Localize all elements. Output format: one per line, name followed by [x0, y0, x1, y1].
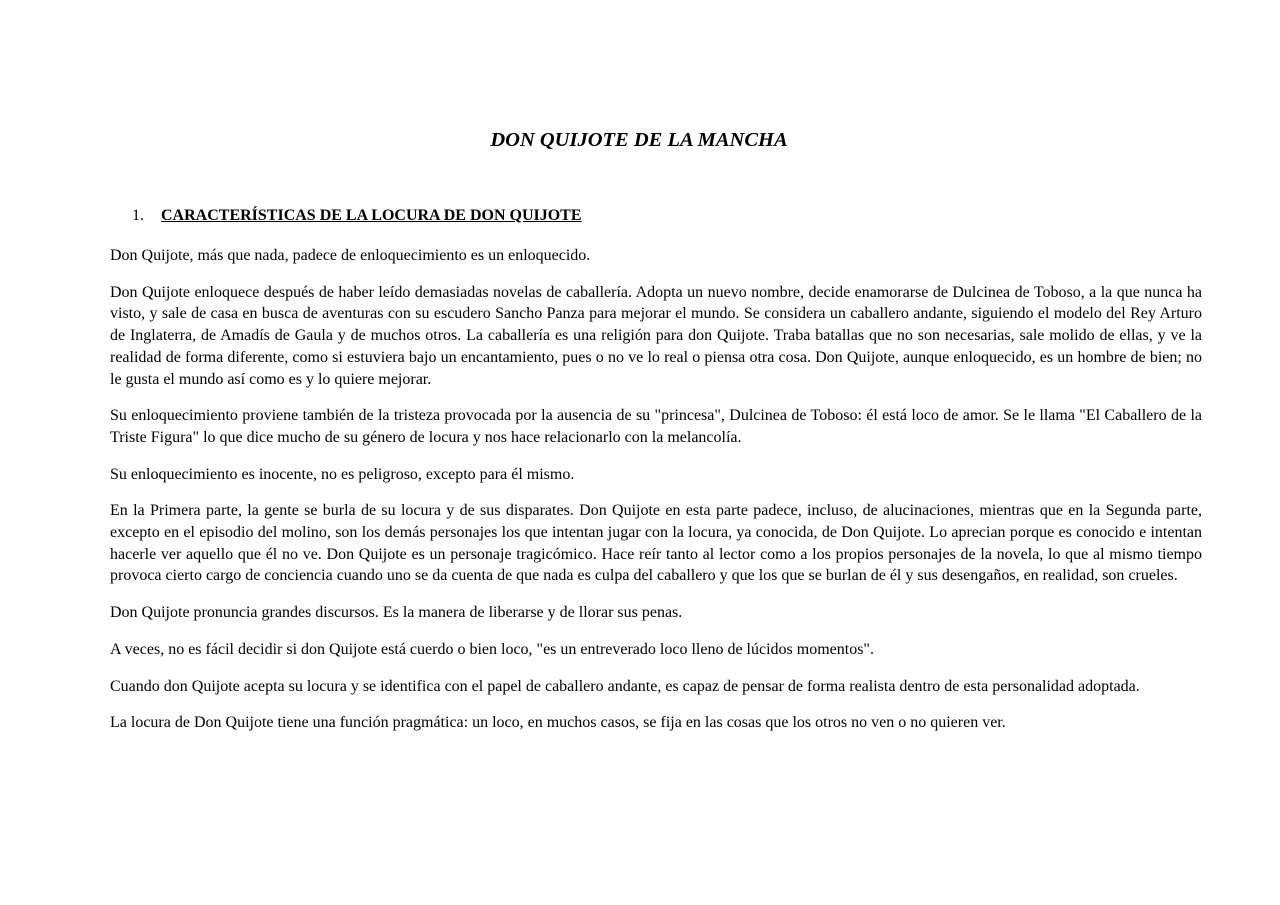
section-heading-text: CARACTERÍSTICAS DE LA LOCURA DE DON QUIJOTE — [161, 207, 582, 224]
paragraph: Su enloquecimiento es inocente, no es peligroso, excepto para él mismo. — [110, 465, 575, 483]
paragraph: Don Quijote enloquece después de haber leído demasiadas novelas de caballería. Adopta un nuevo nombre, decide enamorarse de Dulcinea de Toboso, a la que nunca ha visto, y sale de casa en busca de aventuras con su escudero Sancho Panza para mejorar el mundo. Se considera un caballero andante, siguiendo el modelo del Rey Arturo de Inglaterra, de Amadís de Gaula y de muchos otros. La caballería es una religión para don Quijote. Traba batallas que no son necesarias, sale molido de ellas, y ve la realidad de forma diferente, como si estuviera bajo un encantamiento, pues o no ve lo real o piensa otra cosa. Don Quijote, aunque enloquecido, es un hombre de bien; no le gusta el mundo así como es y lo quiere mejorar. — [110, 283, 1202, 388]
document-title: DON QUIJOTE DE LA MANCHA — [490, 129, 788, 151]
paragraph: Don Quijote pronuncia grandes discursos. Es la manera de liberarse y de llorar sus penas. — [110, 604, 683, 622]
paragraph: Don Quijote, más que nada, padece de enloquecimiento es un enloquecido. — [110, 247, 591, 264]
paragraph: Cuando don Quijote acepta su locura y se identifica con el papel de caballero andante, es capaz de pensar de forma realista dentro de esta personalidad adoptada. — [110, 677, 1140, 695]
paragraph: En la Primera parte, la gente se burla de su locura y de sus disparates. Don Quijote en esta parte padece, incluso, de alucinaciones, mientras que en la Segunda parte, excepto en el episodio del molino, son los demás personajes los que intentan jugar con la locura, ya conocida, de Don Quijote. Lo aprecian porque es conocido e intentan hacerle ver aquello que él no ve. Don Quijote es un personaje tragicómico. Hace reír tanto al lector como a los propios personajes de la novela, lo que al mismo tiempo provoca cierto cargo de conciencia cuando uno se da cuenta de que nada es culpa del caballero y que los que se burlan de él y sus desengaños, en realidad, son crueles. — [110, 502, 1202, 585]
body-text — [110, 245, 1202, 749]
section-number: 1. — [132, 207, 144, 224]
section-heading — [132, 205, 582, 227]
paragraph: A veces, no es fácil decidir si don Quijote está cuerdo o bien loco, "es un entreverado loco lleno de lúcidos momentos". — [110, 640, 874, 658]
paragraph: Su enloquecimiento proviene también de la tristeza provocada por la ausencia de su "princesa", Dulcinea de Toboso: él está loco de amor. Se le llama "El Caballero de la Triste Figura" lo que dice mucho de su género de locura y nos hace relacionarlo con la melancolía. — [110, 407, 1202, 446]
paragraph: La locura de Don Quijote tiene una función pragmática: un loco, en muchos casos, se fija en las cosas que los otros no ven o no quieren ver. — [110, 714, 1006, 732]
